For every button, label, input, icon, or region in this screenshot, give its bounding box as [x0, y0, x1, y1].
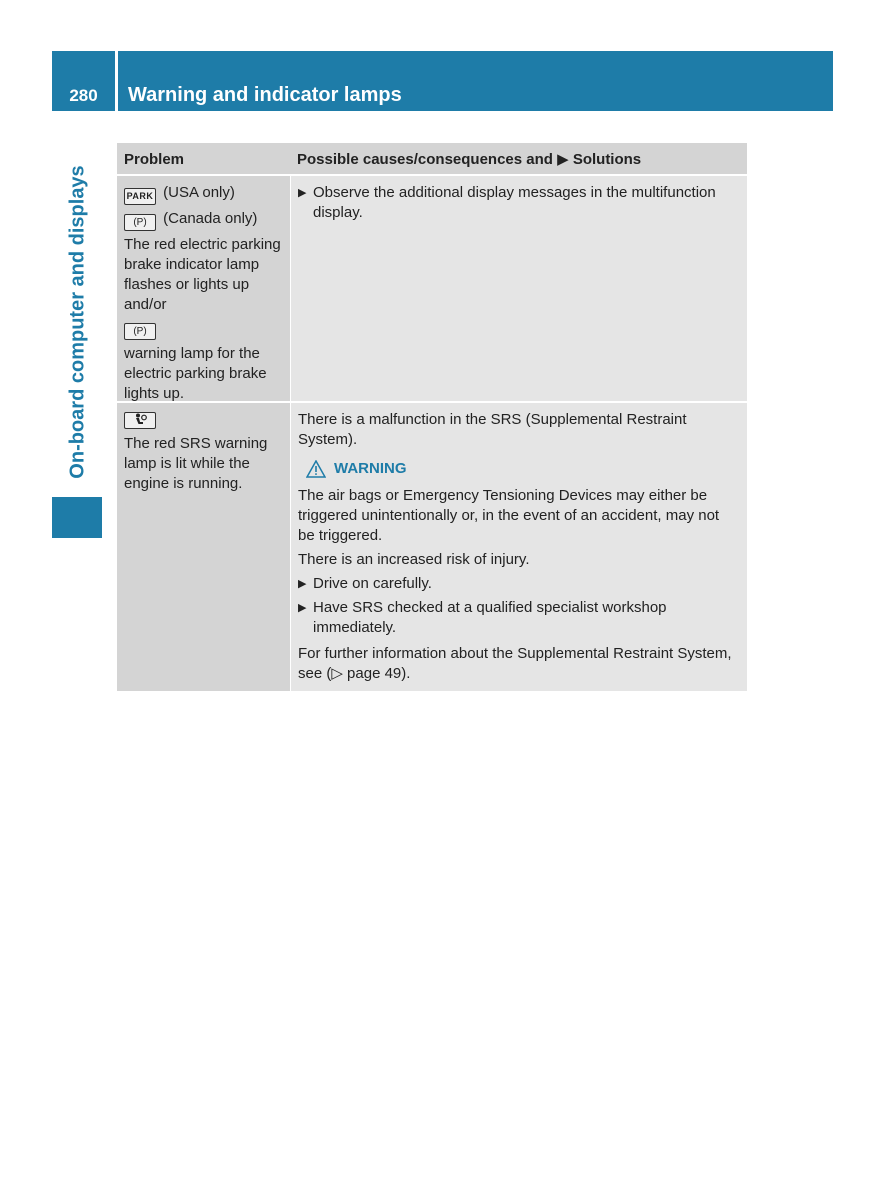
problem-cell [117, 403, 290, 691]
bullet-arrow-icon: ▶ [298, 187, 307, 199]
table-header-row [117, 143, 747, 174]
page-title: Warning and indicator lamps [128, 84, 402, 106]
problem-cell [117, 176, 290, 401]
column-header-problem: Problem [124, 151, 185, 168]
canada-only-label: (Canada only) [163, 210, 258, 227]
srs-airbag-icon [124, 412, 156, 429]
solution-cell [290, 176, 747, 401]
step-text: Drive on carefully. [313, 575, 432, 592]
warning-heading [306, 459, 739, 479]
bullet-arrow-icon: ▶ [298, 602, 307, 614]
problem-description: The red SRS warning lamp is lit while the engine is running. [124, 435, 268, 492]
park-symbol-icon: PARK [124, 188, 156, 205]
parking-brake-warning-icon: (P) [124, 323, 156, 340]
further-info-link[interactable]: For further information about the Supplemental Restraint System, see (▷ page 49). [298, 645, 732, 682]
problem-description: The red electric parking brake indicator lamp flashes or lights up and/or [124, 236, 281, 313]
risk-text: There is an increased risk of injury. [298, 551, 530, 568]
side-tab-marker [52, 497, 102, 538]
warning-triangle-icon [306, 460, 326, 478]
warning-text: The air bags or Emergency Tensioning Devices may either be triggered unintentionally or, in the event of an accident, may not be triggered. [298, 487, 720, 544]
list-item [298, 183, 739, 223]
column-header-causes: Possible causes/consequences and ▶ Solutions [297, 151, 642, 168]
list-item [298, 598, 739, 638]
warning-lamps-table [117, 143, 747, 691]
solution-text: Observe the additional display messages in the multifunction display. [313, 184, 716, 221]
page-number: 280 [69, 86, 98, 105]
bullet-arrow-icon: ▶ [298, 578, 307, 590]
warning-label: WARNING [334, 460, 407, 477]
solution-cell [290, 403, 747, 691]
side-tab-label: On-board computer and displays [66, 165, 89, 479]
problem-description-2: warning lamp for the electric parking brake lights up. [124, 345, 267, 402]
table-row [117, 401, 747, 691]
step-text: Have SRS checked at a qualified specialist workshop immediately. [313, 599, 667, 636]
cause-text: There is a malfunction in the SRS (Supplemental Restraint System). [298, 411, 687, 448]
srs-airbag-glyph [133, 413, 147, 426]
header-divider [115, 51, 118, 111]
table-row [117, 174, 747, 401]
list-item [298, 574, 739, 594]
usa-only-label: (USA only) [163, 184, 235, 201]
parking-brake-icon: (P) [124, 214, 156, 231]
